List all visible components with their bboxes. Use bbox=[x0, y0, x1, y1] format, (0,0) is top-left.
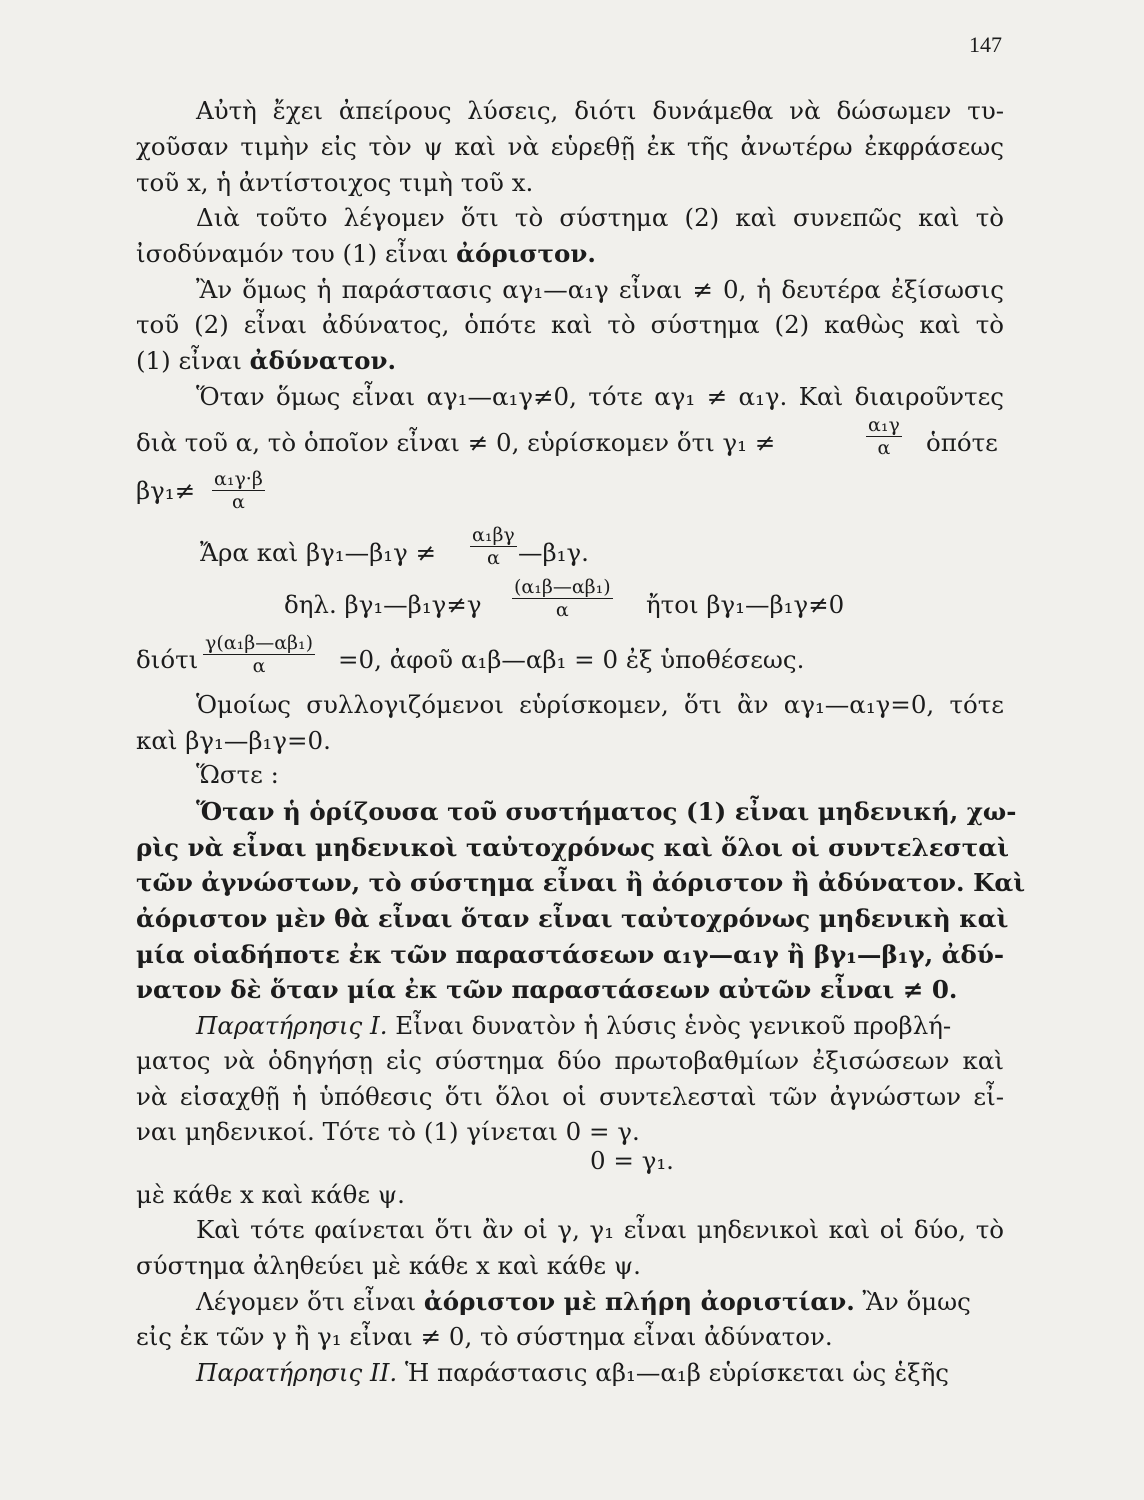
text-span: (1) εἶναι bbox=[136, 346, 242, 375]
remark-heading: Παρατήρησις Ι. bbox=[196, 1011, 388, 1040]
text-line: χοῦσαν τιμὴν εἰς τὸν ψ καὶ νὰ εὑρεθῇ ἐκ τῆς ἀνωτέρω ἐκφράσεως bbox=[136, 132, 1004, 161]
text-line: τοῦ (2) εἶναι ἀδύνατος, ὁπότε καὶ τὸ σύστημα (2) καθὼς καὶ τὸ bbox=[136, 310, 1004, 339]
text-line: Διὰ τοῦτο λέγομεν ὅτι τὸ σύστημα (2) καὶ συνεπῶς καὶ τὸ bbox=[196, 203, 1004, 232]
text-span: —β₁γ. bbox=[518, 538, 589, 567]
text-line: Ὥστε : bbox=[196, 760, 279, 789]
text-span: διότι bbox=[136, 645, 199, 674]
text-span: Λέγομεν ὅτι εἶναι bbox=[196, 1287, 417, 1316]
text-span: =0, ἀφοῦ α₁β—αβ₁ = 0 ἐξ ὑποθέσεως. bbox=[338, 645, 805, 674]
text-line: ναι μηδενικοί. Τότε τὸ (1) γίνεται 0 = γ. bbox=[136, 1117, 640, 1146]
text-line: δηλ. βγ₁—β₁γ≠γ bbox=[284, 590, 482, 619]
theorem-line: ἀόριστον μὲν θὰ εἶναι ὅταν εἶναι ταὐτοχρόνως μηδενικὴ καὶ bbox=[136, 904, 1009, 933]
numerator: α₁βγ bbox=[472, 524, 515, 546]
text-span: ἰσοδύναμόν του (1) εἶναι bbox=[136, 239, 449, 268]
numerator: α₁γ·β bbox=[214, 468, 263, 490]
numerator: γ(α₁β—αβ₁) bbox=[205, 632, 314, 654]
theorem-line: ρὶς νὰ εἶναι μηδενικοὶ ταὐτοχρόνως καὶ ὅλοι οἱ συντελεσταὶ bbox=[136, 833, 1009, 862]
text-line: σύστημα ἀληθεύει μὲ κάθε x καὶ κάθε ψ. bbox=[136, 1251, 641, 1280]
text-line: ματος νὰ ὁδηγήσῃ εἰς σύστημα δύο πρωτοβαθμίων ἐξισώσεων καὶ bbox=[136, 1046, 1004, 1075]
text-line: καὶ βγ₁—β₁γ=0. bbox=[136, 726, 331, 755]
denominator: α bbox=[231, 491, 245, 513]
text-span: Ἡ παράστασις αβ₁—α₁β εὑρίσκεται ὡς ἑξῆς bbox=[404, 1358, 950, 1387]
text-line bbox=[196, 1287, 1004, 1317]
bold-term: ἀόριστον μὲ πλήρη ἀοριστίαν. bbox=[423, 1287, 855, 1316]
numerator: α₁γ bbox=[868, 414, 900, 436]
theorem-line: Ὅταν ἡ ὁρίζουσα τοῦ συστήματος (1) εἶναι μηδενική, χω- bbox=[196, 797, 1017, 826]
denominator: α bbox=[252, 655, 266, 677]
text-line bbox=[196, 1011, 1004, 1041]
text-line: Ὁμοίως συλλογιζόμενοι εὑρίσκομεν, ὅτι ἂν αγ₁—α₁γ=0, τότε bbox=[196, 690, 1004, 719]
theorem-line: τῶν ἀγνώστων, τὸ σύστημα εἶναι ἢ ἀόριστον ἢ ἀδύνατον. Καὶ bbox=[136, 868, 1026, 897]
text-line bbox=[196, 1358, 1004, 1388]
text-span: Ἂν ὅμως bbox=[862, 1287, 971, 1316]
text-span: Εἶναι δυνατὸν ἡ λύσις ἑνὸς γενικοῦ προβλή- bbox=[395, 1011, 952, 1040]
fraction bbox=[512, 576, 613, 621]
text-span: ἤτοι βγ₁—β₁γ≠0 bbox=[646, 590, 845, 619]
theorem-line: μία οἱαδήποτε ἐκ τῶν παραστάσεων α₁γ—α₁γ ἢ βγ₁—β₁γ, ἀδύ- bbox=[136, 940, 1004, 969]
text-line: τοῦ x, ἡ ἀντίστοιχος τιμὴ τοῦ x. bbox=[136, 168, 534, 197]
page-number: 147 bbox=[969, 32, 1002, 57]
text-line bbox=[136, 239, 1004, 269]
denominator: α bbox=[486, 547, 500, 569]
text-span: διὰ τοῦ α, τὸ ὁποῖον εἶναι ≠ 0, εὑρίσκομεν ὅτι γ₁ ≠ bbox=[136, 428, 776, 457]
text-line: Καὶ τότε φαίνεται ὅτι ἂν οἱ γ, γ₁ εἶναι μηδενικοὶ καὶ οἱ δύο, τὸ bbox=[196, 1215, 1004, 1244]
fraction bbox=[866, 414, 902, 459]
theorem-line: νατον δὲ ὅταν μία ἐκ τῶν παραστάσεων αὐτῶν εἶναι ≠ 0. bbox=[136, 975, 958, 1004]
numerator: (α₁β—αβ₁) bbox=[514, 576, 611, 598]
text-line: Αὐτὴ ἔχει ἀπείρους λύσεις, διότι δυνάμεθα νὰ δώσωμεν τυ- bbox=[196, 96, 1004, 125]
denominator: α bbox=[555, 599, 569, 621]
fraction bbox=[212, 468, 265, 513]
text-span: ὁπότε bbox=[926, 428, 998, 457]
text-line: Ἄρα καὶ βγ₁—β₁γ ≠ bbox=[200, 538, 437, 567]
text-line: μὲ κάθε x καὶ κάθε ψ. bbox=[136, 1180, 405, 1209]
text-line: Ἂν ὅμως ἡ παράστασις αγ₁—α₁γ εἶναι ≠ 0, ἡ δευτέρα ἐξίσωσις bbox=[196, 275, 1004, 304]
text-line: εἰς ἐκ τῶν γ ἢ γ₁ εἶναι ≠ 0, τὸ σύστημα εἶναι ἀδύνατον. bbox=[136, 1322, 833, 1351]
bold-term: ἀόριστον. bbox=[456, 239, 596, 268]
text-line: Ὅταν ὅμως εἶναι αγ₁—α₁γ≠0, τότε αγ₁ ≠ α₁γ. Καὶ διαιροῦντες bbox=[196, 382, 1004, 411]
bold-term: ἀδύνατον. bbox=[249, 346, 397, 375]
denominator: α bbox=[877, 437, 891, 459]
fraction bbox=[203, 632, 315, 677]
text-line: βγ₁≠ bbox=[136, 476, 196, 505]
remark-heading: Παρατήρησις ΙΙ. bbox=[196, 1358, 398, 1387]
text-line: νὰ εἰσαχθῇ ἡ ὑπόθεσις ὅτι ὅλοι οἱ συντελεσταὶ τῶν ἀγνώστων εἶ- bbox=[136, 1082, 1004, 1111]
equation: 0 = γ₁. bbox=[590, 1146, 674, 1175]
fraction bbox=[470, 524, 517, 569]
text-line bbox=[136, 346, 1004, 376]
